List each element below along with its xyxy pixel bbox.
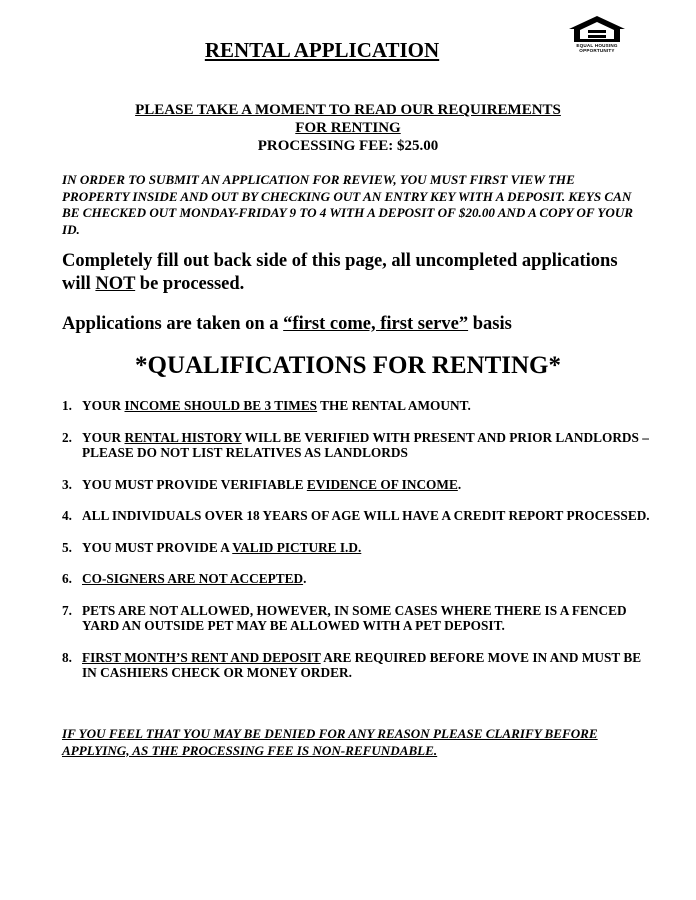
basis-end: basis: [468, 314, 512, 334]
list-item: [62, 571, 652, 587]
item-number: 7.: [62, 602, 72, 618]
item-text: YOUR: [82, 429, 125, 445]
item-text-end: THE RENTAL AMOUNT.: [317, 398, 471, 413]
item-text: YOUR: [82, 398, 125, 413]
item-emphasis: VALID PICTURE I.D.: [232, 539, 362, 555]
requirements-heading: [0, 101, 696, 155]
requirements-line1: PLEASE TAKE A MOMENT TO READ OUR REQUIREMENTS: [135, 102, 561, 118]
qualifications-title: *QUALIFICATIONS FOR RENTING*: [135, 352, 561, 379]
item-number: 8.: [62, 649, 72, 665]
list-item: [62, 508, 652, 524]
item-text-end: .: [457, 476, 462, 492]
item-emphasis: CO-SIGNERS ARE NOT ACCEPTED: [82, 571, 304, 586]
qualifications-list: [62, 398, 652, 681]
list-item: [62, 603, 652, 634]
fill-notice-emphasis: NOT: [95, 274, 136, 294]
non-refundable-notice: IF YOU FEEL THAT YOU MAY BE DENIED FOR ANY REASON PLEASE CLARIFY BEFORE APPLYING, AS THE PROCESSING FEE IS NON-REFUNDABLE.: [62, 726, 598, 758]
fill-notice-text: Completely fill out back side of this page, all uncompleted applications will: [62, 251, 618, 294]
list-item: [62, 430, 652, 461]
requirements-line2: FOR RENTING: [295, 120, 401, 136]
logo-text-line2: OPPORTUNITY: [579, 48, 615, 53]
item-text: YOU MUST PROVIDE A: [82, 539, 233, 555]
item-number: 2.: [62, 429, 72, 445]
basis-text: Applications are taken on a: [62, 314, 284, 334]
list-item: [62, 540, 652, 556]
item-text-end: WILL BE VERIFIED WITH PRESENT AND PRIOR LANDLORDS – PLEASE DO NOT LIST RELATIVES AS LANDLORDS: [82, 429, 649, 460]
item-text-end: .: [303, 571, 307, 586]
list-item: [62, 650, 652, 681]
item-text: ALL INDIVIDUALS OVER 18 YEARS OF AGE WILL HAVE A CREDIT REPORT PROCESSED.: [82, 508, 650, 523]
item-emphasis: FIRST MONTH’S RENT AND DEPOSIT: [82, 649, 321, 665]
item-number: 5.: [62, 539, 72, 555]
list-item: [62, 477, 652, 493]
equal-housing-house-icon: [565, 15, 629, 43]
fill-notice-end: be processed.: [135, 274, 245, 294]
item-number: 1.: [62, 398, 72, 413]
item-number: 4.: [62, 508, 72, 523]
item-number: 3.: [62, 476, 72, 492]
logo-text-line1: EQUAL HOUSING: [576, 43, 618, 48]
item-emphasis: EVIDENCE OF INCOME: [306, 476, 458, 492]
item-emphasis: RENTAL HISTORY: [124, 429, 242, 445]
item-number: 6.: [62, 571, 72, 586]
list-item: [62, 398, 652, 414]
item-text-end: ARE REQUIRED BEFORE MOVE IN AND MUST BE IN CASHIERS CHECK OR MONEY ORDER.: [82, 649, 642, 680]
item-text: YOU MUST PROVIDE VERIFIABLE: [82, 476, 307, 492]
item-emphasis: INCOME SHOULD BE 3 TIMES: [124, 398, 318, 413]
equal-housing-logo: [565, 15, 629, 59]
processing-fee: PROCESSING FEE: $25.00: [257, 138, 439, 154]
basis-notice: [62, 313, 662, 336]
page-title: RENTAL APPLICATION: [204, 38, 440, 62]
basis-emphasis: “first come, first serve”: [283, 314, 469, 334]
intro-paragraph: IN ORDER TO SUBMIT AN APPLICATION FOR REVIEW, YOU MUST FIRST VIEW THE PROPERTY INSIDE AND OUT BY CHECKING OUT AN ENTRY KEY WITH A DEPOSIT. KEYS CAN BE CHECKED OUT MONDAY-FRIDAY 9 TO 4 WITH A DEPOSIT OF $20.00 AND A COPY OF YOUR ID.: [62, 172, 634, 237]
fill-out-notice: [62, 250, 642, 296]
item-text: PETS ARE NOT ALLOWED, HOWEVER, IN SOME CASES WHERE THERE IS A FENCED YARD AN OUTSIDE PET MAY BE ALLOWED WITH A PET DEPOSIT.: [82, 602, 627, 633]
